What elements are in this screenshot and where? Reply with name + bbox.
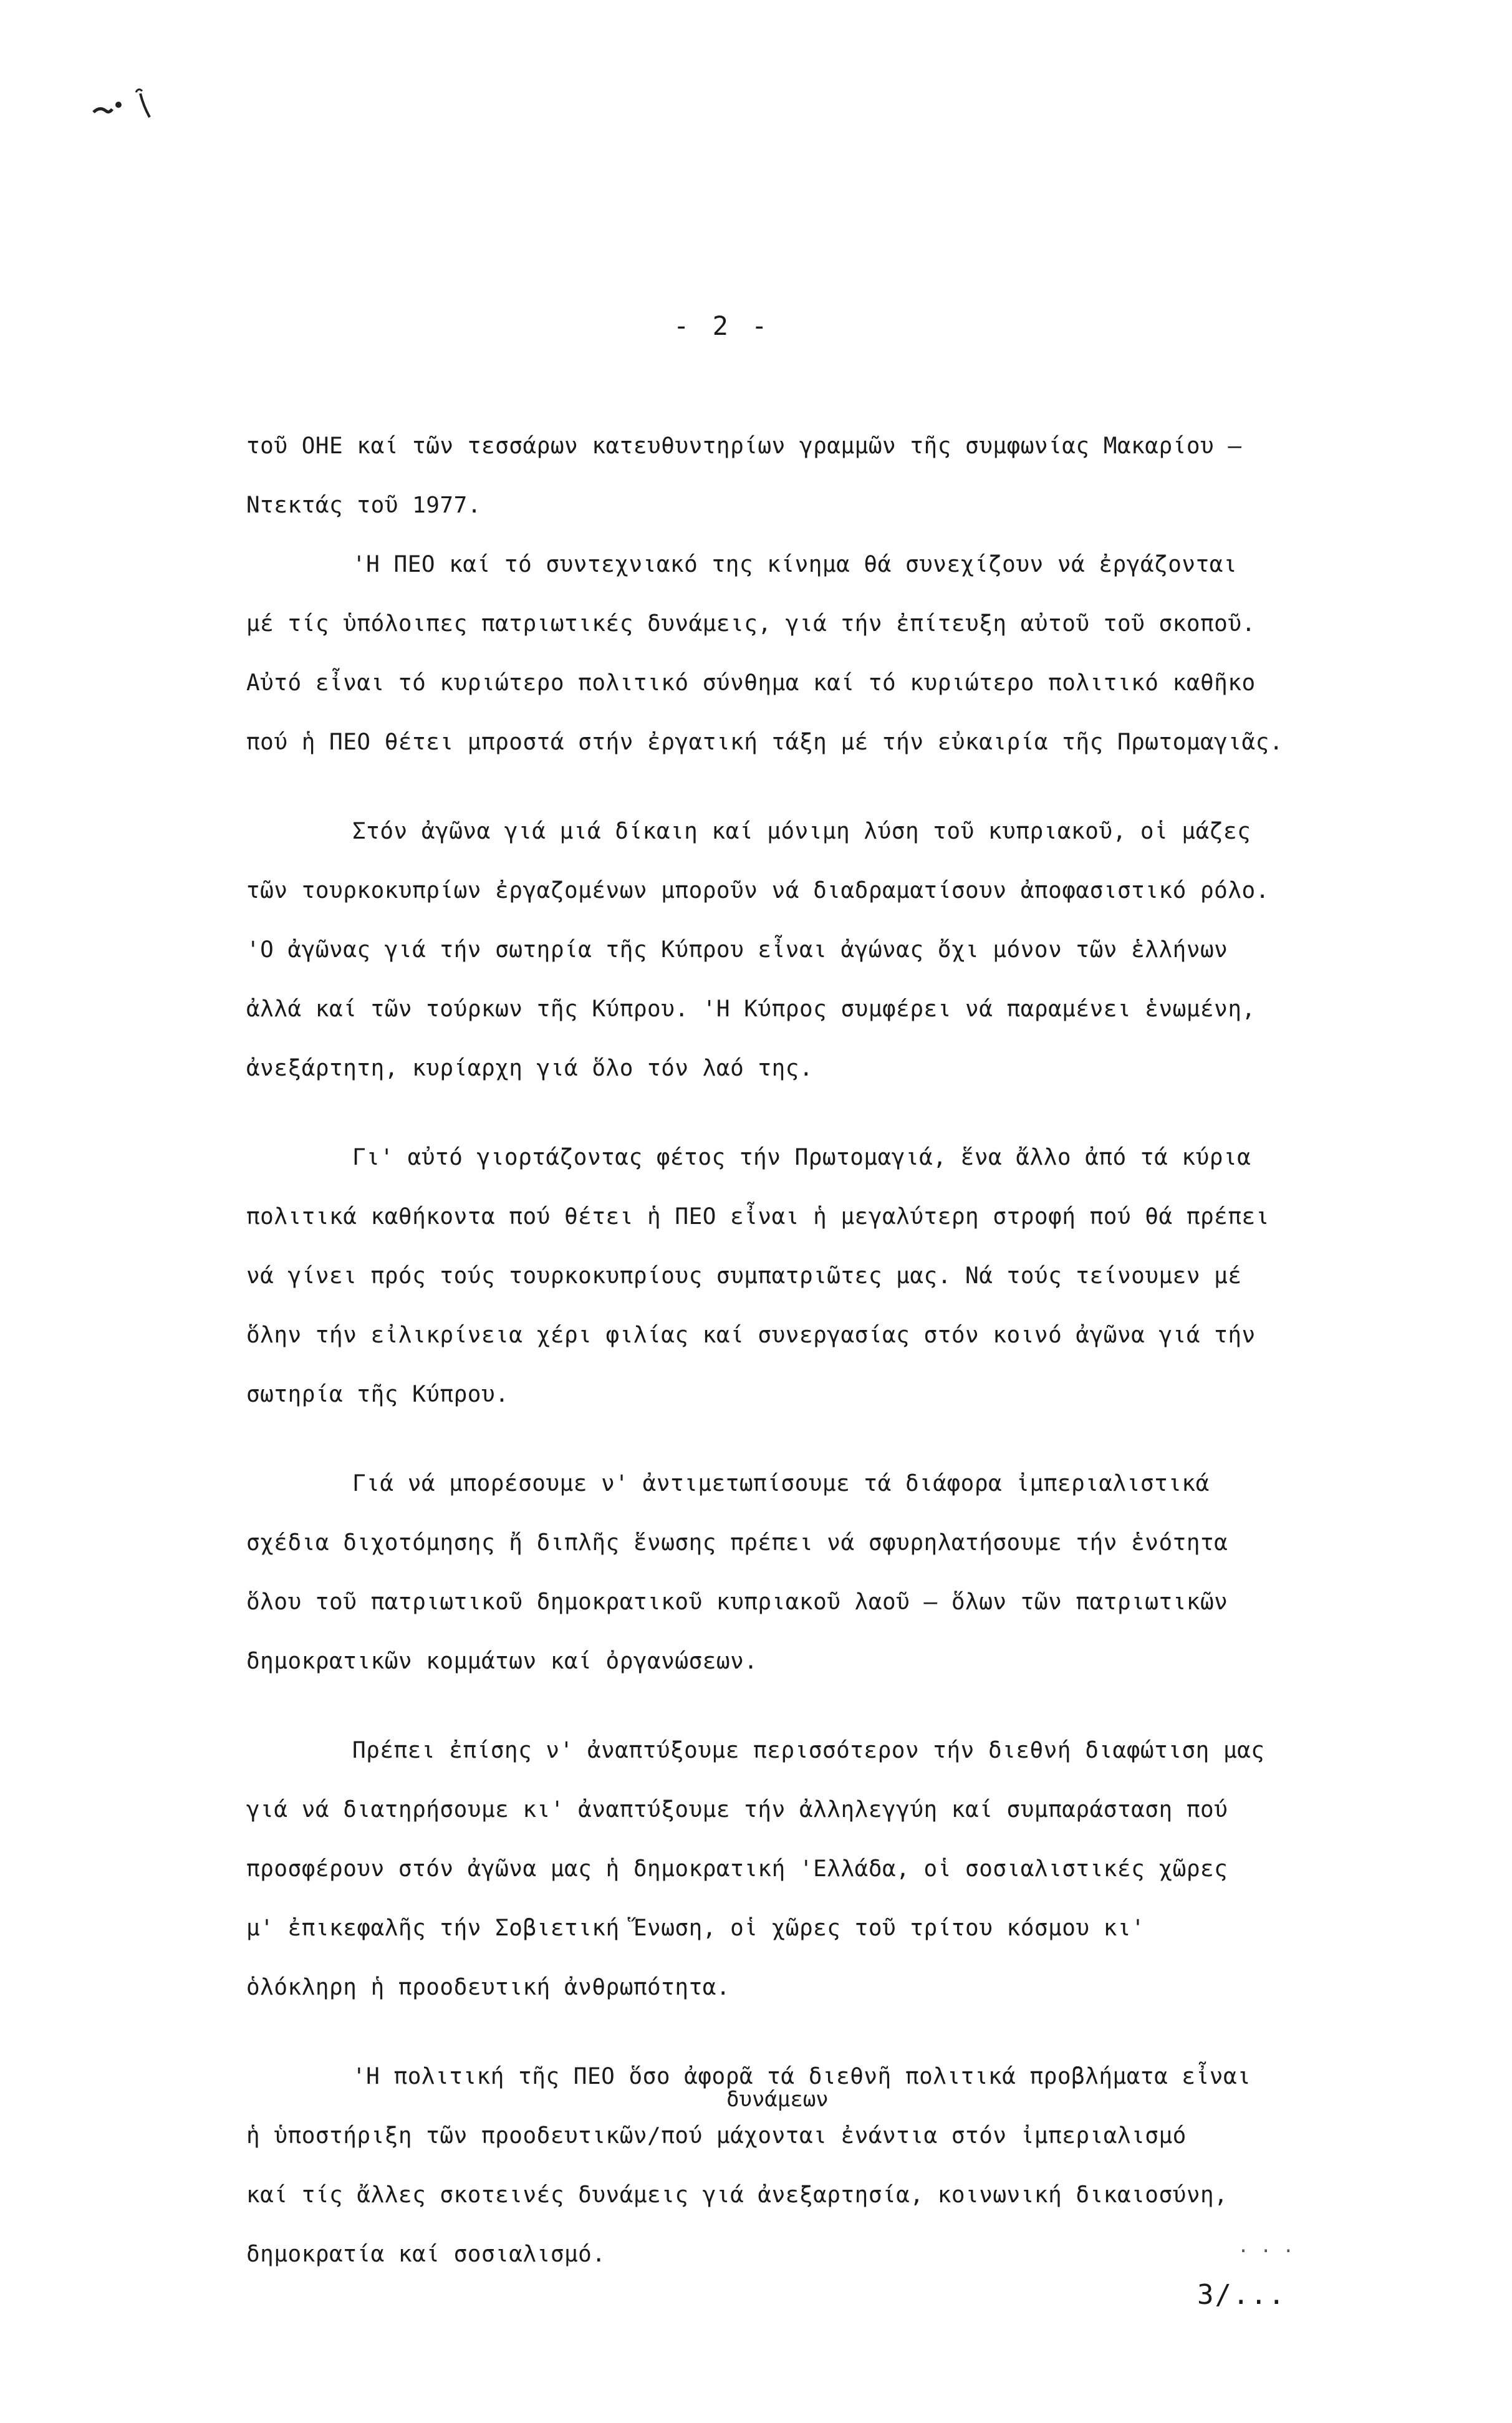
text-line: καί τίς ἄλλες σκοτεινές δυνάμεις γιά ἀνεξαρτησία, κοινωνική δικαιοσύνη, (246, 2182, 1228, 2208)
text-line: μέ τίς ὑπόλοιπες πατριωτικές δυνάμεις, γιά τήν ἐπίτευξη αὐτοῦ τοῦ σκοποῦ. (246, 611, 1256, 637)
ink-mark-icon (81, 75, 175, 131)
text-line: 'Η πολιτική τῆς ΠΕΟ ὅσο ἀφορᾶ τά διεθνῆ πολιτικά προβλήματα εἶναι (352, 2064, 1251, 2089)
body-text (246, 417, 1431, 2284)
text-line: 'Ο ἀγῶνας γιά τήν σωτηρία τῆς Κύπρου εἶναι ἀγώνας ὄχι μόνον τῶν ἑλλήνων (246, 937, 1228, 963)
text-line: ἀλλά καί τῶν τούρκων τῆς Κύπρου. 'Η Κύπρος συμφέρει νά παραμένει ἑνωμένη, (246, 996, 1256, 1022)
text-line: ὁλόκληρη ἡ προοδευτική ἀνθρωπότητα. (246, 1975, 731, 2000)
text-line: σωτηρία τῆς Κύπρου. (246, 1382, 509, 1407)
text-line: τοῦ ΟΗΕ καί τῶν τεσσάρων κατευθυντηρίων γραμμῶν τῆς συμφωνίας Μακαρίου – (246, 433, 1242, 459)
paragraph-1 (246, 417, 1431, 535)
text-line: Πρέπει ἐπίσης ν' ἀναπτύξουμε περισσότερον τήν διεθνή διαφώτιση μας (352, 1738, 1265, 1763)
text-line: Γι' αὐτό γιορτάζοντας φέτος τήν Πρωτομαγιά, ἕνα ἄλλο ἀπό τά κύρια (352, 1145, 1251, 1170)
insertion-text: δυνάμεων (726, 2087, 829, 2112)
paragraph-6 (246, 1721, 1431, 2017)
text-line: ἀνεξάρτητη, κυρίαρχη γιά ὅλο τόν λαό της. (246, 1056, 814, 1081)
text-line: προσφέρουν στόν ἀγῶνα μας ἡ δημοκρατική 'Ελλάδα, οἱ σοσιαλιστικές χῶρες (246, 1856, 1228, 1882)
continuation-marker: 3/... (1197, 2279, 1286, 2311)
text-line: ὅλου τοῦ πατριωτικοῦ δημοκρατικοῦ κυπριακοῦ λαοῦ – ὅλων τῶν πατριωτικῶν (246, 1589, 1228, 1615)
text-line: ἡ ὑποστήριξη τῶν προοδευτικῶν/πού μάχονται ἐνάντια στόν ἰμπεριαλισμό (246, 2123, 1187, 2149)
text-line: μ' ἐπικεφαλῆς τήν Σοβιετική Ἕνωση, οἱ χῶρες τοῦ τρίτου κόσμου κι' (246, 1915, 1145, 1941)
text-line: νά γίνει πρός τούς τουρκοκυπρίους συμπατριῶτες μας. Νά τούς τείνουμεν μέ (246, 1263, 1242, 1289)
text-line: Γιά νά μπορέσουμε ν' ἀντιμετωπίσουμε τά διάφορα ἰμπεριαλιστικά (352, 1471, 1210, 1496)
text-line: Αὐτό εἶναι τό κυριώτερο πολιτικό σύνθημα καί τό κυριώτερο πολιτικό καθῆκο (246, 670, 1256, 696)
text-line: δημοκρατικῶν κομμάτων καί ὀργανώσεων. (246, 1649, 758, 1674)
text-line: Στόν ἀγῶνα γιά μιά δίκαιη καί μόνιμη λύση τοῦ κυπριακοῦ, οἱ μάζες (352, 819, 1251, 844)
text-line: γιά νά διατηρήσουμε κι' ἀναπτύξουμε τήν ἀλληλεγγύη καί συμπαράσταση πού (246, 1797, 1228, 1823)
paragraph-2 (246, 535, 1431, 772)
text-line: ὅλην τήν εἰλικρίνεια χέρι φιλίας καί συνεργασίας στόν κοινό ἀγῶνα γιά τήν (246, 1322, 1256, 1348)
text-line: 'Η ΠΕΟ καί τό συντεχνιακό της κίνημα θά συνεχίζουν νά ἐργάζονται (352, 552, 1238, 577)
text-line: τῶν τουρκοκυπρίων ἐργαζομένων μποροῦν νά διαδραματίσουν ἀποφασιστικό ρόλο. (246, 878, 1269, 903)
paragraph-5 (246, 1454, 1431, 1691)
stray-dots: . . . (1238, 2235, 1294, 2257)
text-line: σχέδια διχοτόμησης ἤ διπλῆς ἕνωσης πρέπει νά σφυρηλατήσουμε τήν ἑνότητα (246, 1530, 1228, 1556)
page-number: - 2 - (673, 311, 771, 341)
paragraph-4 (246, 1128, 1431, 1424)
text-line: Ντεκτάς τοῦ 1977. (246, 493, 481, 518)
text-line: πού ἡ ΠΕΟ θέτει μπροστά στήν ἐργατική τάξη μέ τήν εὐκαιρία τῆς Πρωτομαγιᾶς. (246, 730, 1284, 755)
paragraph-3 (246, 802, 1431, 1098)
text-line: πολιτικά καθήκοντα πού θέτει ἡ ΠΕΟ εἶναι ἡ μεγαλύτερη στροφή πού θά πρέπει (246, 1204, 1269, 1230)
text-line: δημοκρατία καί σοσιαλισμό. (246, 2242, 606, 2267)
